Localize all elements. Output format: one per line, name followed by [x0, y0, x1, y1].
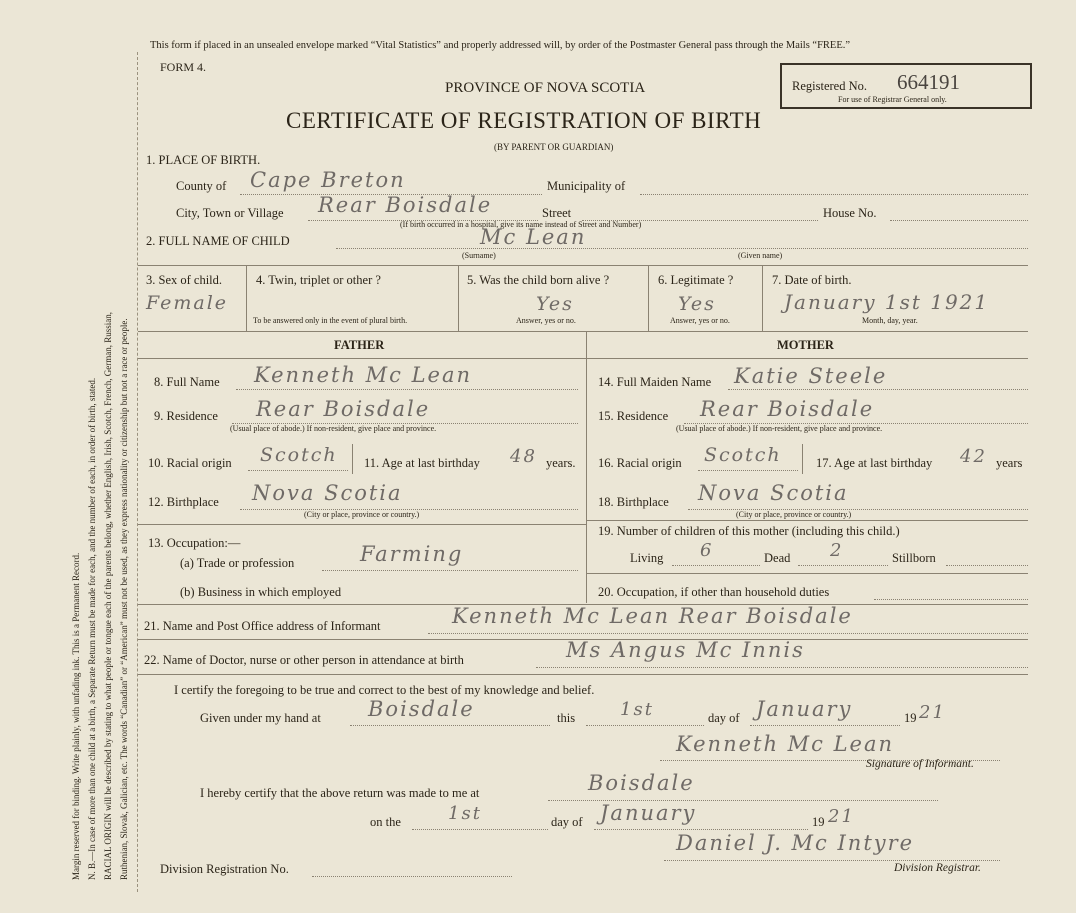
street-label: Street — [542, 206, 572, 220]
municipality-label: Municipality of — [547, 179, 626, 193]
mother-residence-value: Rear Boisdale — [700, 397, 875, 421]
mother-stillborn-line — [946, 565, 1028, 566]
father-name-label: 8. Full Name — [154, 375, 220, 389]
house-label: House No. — [823, 206, 877, 220]
rule-col-3 — [648, 265, 649, 331]
surname-note: (Surname) — [462, 251, 496, 260]
mother-age-years: years — [996, 456, 1023, 470]
sex-value: Female — [146, 292, 229, 314]
this-label: this — [557, 711, 576, 725]
father-racial-line — [248, 470, 348, 471]
father-residence-value: Rear Boisdale — [256, 397, 431, 421]
registrar-label: Division Registrar. — [894, 862, 981, 874]
informant-signature: Kenneth Mc Lean — [676, 732, 895, 756]
doctor-label: 22. Name of Doctor, nurse or other person in attendance at birth — [144, 653, 464, 667]
certification-month-line — [750, 725, 900, 726]
sex-label: 3. Sex of child. — [146, 273, 223, 287]
mother-birthplace-label: 18. Birthplace — [598, 495, 669, 509]
father-birthplace-note: (City or place, province or country.) — [304, 510, 420, 519]
doctor-value: Ms Angus Mc Innis — [566, 638, 805, 662]
father-occupation-label: 13. Occupation:— — [148, 536, 241, 550]
return-day-value: 1st — [448, 803, 482, 824]
father-business-label: (b) Business in which employed — [180, 585, 342, 599]
mother-dead-line — [798, 565, 888, 566]
city-value: Rear Boisdale — [318, 193, 493, 217]
margin-rule — [137, 52, 138, 892]
side-note-1: Margin reserved for binding. Write plainly, with unfading ink. This is a Permanent Record. — [71, 552, 81, 880]
mother-name-value: Katie Steele — [734, 364, 888, 388]
certification-day-line — [586, 725, 704, 726]
father-racial-label: 10. Racial origin — [148, 456, 232, 470]
certification-day-of-label: day of — [708, 711, 740, 725]
father-trade-value: Farming — [360, 542, 464, 566]
child-name-label: 2. FULL NAME OF CHILD — [146, 234, 290, 248]
certificate-title: CERTIFICATE OF REGISTRATION OF BIRTH — [286, 108, 762, 133]
given-place-line — [350, 725, 550, 726]
registrar-signature: Daniel J. Mc Intyre — [676, 831, 915, 855]
child-name-line — [336, 248, 1028, 249]
rule-father-occupation — [138, 524, 586, 525]
father-name-line — [236, 389, 578, 390]
mother-racial-label: 16. Racial origin — [598, 456, 682, 470]
mother-age-label: 17. Age at last birthday — [816, 456, 933, 470]
return-month-value: January — [600, 801, 697, 825]
legitimate-label: 6. Legitimate ? — [658, 273, 734, 287]
father-residence-label: 9. Residence — [154, 409, 218, 423]
certification-month-value: January — [756, 697, 853, 721]
registration-note: For use of Registrar General only. — [838, 95, 947, 104]
mother-living-value: 6 — [700, 540, 714, 561]
father-birthplace-value: Nova Scotia — [252, 481, 403, 505]
mother-residence-note: (Usual place of abode.) If non-resident, give place and province. — [676, 424, 883, 433]
mother-occupation-label: 20. Occupation, if other than household duties — [598, 585, 830, 599]
certification-day-value: 1st — [620, 699, 654, 720]
return-year-value: 21 — [828, 806, 855, 827]
rule-father-age — [352, 444, 353, 474]
county-label: County of — [176, 179, 227, 193]
rule-mother-children — [586, 520, 1028, 521]
mail-notice: This form if placed in an unsealed envelope marked “Vital Statistics” and properly addressed will, by order of the Postmaster General pass through the Mails “FREE.” — [150, 40, 851, 51]
return-month-line — [594, 829, 808, 830]
mother-living-label: Living — [630, 551, 664, 565]
rule-col-2 — [458, 265, 459, 331]
side-note-2: N. B.—In case of more than one child at a birth, a Separate Return must be made for each, and the number of each, in order of birth, stated. — [87, 377, 97, 880]
registrar-signature-line — [664, 860, 1000, 861]
rule-col-4 — [762, 265, 763, 331]
dob-note: Month, day, year. — [862, 316, 918, 325]
side-note-4: Ruthenian, Slovak, Galician, etc. The words “Canadian” or “American” must not be used, as they express nationality or citizenship but not a race or people. — [119, 318, 129, 880]
alive-label: 5. Was the child born alive ? — [467, 273, 610, 287]
certification-statement: I certify the foregoing to be true and correct to the best of my knowledge and belief. — [174, 683, 595, 697]
return-on-the-label: on the — [370, 815, 401, 829]
division-registration-line — [312, 876, 512, 877]
father-age-label: 11. Age at last birthday — [364, 456, 480, 470]
place-of-birth-label: 1. PLACE OF BIRTH. — [146, 153, 261, 167]
mother-stillborn-label: Stillborn — [892, 551, 936, 565]
rule-col-1 — [246, 265, 247, 331]
form-number: FORM 4. — [160, 60, 207, 74]
alive-value: Yes — [536, 293, 574, 315]
twin-label: 4. Twin, triplet or other ? — [256, 273, 381, 287]
side-note-3: RACIAL ORIGIN will be described by stating to what people or tongue each of the parents belong, whether English, Irish, Scotch, French, German, Russian, — [103, 311, 113, 880]
legitimate-note: Answer, yes or no. — [670, 316, 730, 325]
mother-residence-label: 15. Residence — [598, 409, 669, 423]
given-label: Given under my hand at — [200, 711, 321, 725]
rule-certification-top — [138, 674, 1028, 675]
return-year-prefix: 19 — [812, 815, 825, 829]
mother-birthplace-value: Nova Scotia — [698, 481, 849, 505]
mother-birthplace-note: (City or place, province or country.) — [736, 510, 852, 519]
certification-year-prefix: 19 — [904, 711, 917, 725]
informant-value: Kenneth Mc Lean Rear Boisdale — [452, 604, 853, 628]
rule-mother-occupation — [586, 573, 1028, 574]
mother-racial-value: Scotch — [704, 444, 782, 466]
registration-label: Registered No. — [792, 79, 867, 93]
informant-line — [428, 633, 1028, 634]
certificate-subtitle: (BY PARENT OR GUARDIAN) — [494, 142, 614, 152]
mother-living-line — [672, 565, 760, 566]
mother-name-label: 14. Full Maiden Name — [598, 375, 712, 389]
division-registration-label: Division Registration No. — [160, 862, 289, 876]
mother-dead-label: Dead — [764, 551, 791, 565]
rule-parent-heading — [138, 358, 1028, 359]
county-value: Cape Breton — [250, 168, 406, 192]
mother-racial-line — [698, 470, 798, 471]
given-name-note: (Given name) — [738, 251, 783, 260]
father-racial-value: Scotch — [260, 444, 338, 466]
father-birthplace-label: 12. Birthplace — [148, 495, 219, 509]
hospital-note: (If birth occurred in a hospital, give its name instead of Street and Number) — [400, 220, 642, 229]
dob-label: 7. Date of birth. — [772, 273, 852, 287]
father-residence-note: (Usual place of abode.) If non-resident, give place and province. — [230, 424, 437, 433]
legitimate-value: Yes — [678, 293, 716, 315]
father-trade-label: (a) Trade or profession — [180, 556, 295, 570]
father-name-value: Kenneth Mc Lean — [254, 363, 473, 387]
city-label: City, Town or Village — [176, 206, 284, 220]
registration-box — [780, 63, 1032, 109]
rule-child-top — [138, 265, 1028, 266]
return-statement: I hereby certify that the above return was made to me at — [200, 786, 480, 800]
house-line — [890, 220, 1028, 221]
twin-note: To be answered only in the event of plural birth. — [253, 316, 408, 325]
alive-note: Answer, yes or no. — [516, 316, 576, 325]
mother-name-line — [728, 389, 1028, 390]
mother-occupation-line — [874, 599, 1028, 600]
informant-label: 21. Name and Post Office address of Informant — [144, 619, 381, 633]
rule-child-bottom — [138, 331, 1028, 332]
informant-signature-label: Signature of Informant. — [866, 758, 974, 770]
certification-year-value: 21 — [919, 702, 946, 723]
mother-children-label: 19. Number of children of this mother (including this child.) — [598, 524, 900, 538]
child-name-value: Mc Lean — [480, 225, 587, 249]
father-age-years: years. — [546, 456, 576, 470]
dob-value: January 1st 1921 — [784, 290, 990, 314]
return-place-value: Boisdale — [588, 771, 695, 795]
municipality-line — [640, 194, 1028, 195]
mother-heading: MOTHER — [777, 338, 834, 352]
side-margin-notes — [68, 312, 132, 880]
registration-number: 664191 — [897, 70, 960, 94]
father-heading: FATHER — [334, 338, 385, 352]
province-heading: PROVINCE OF NOVA SCOTIA — [445, 80, 646, 96]
mother-age-value: 42 — [960, 446, 987, 467]
father-age-value: 48 — [510, 446, 537, 467]
father-trade-line — [322, 570, 578, 571]
mother-dead-value: 2 — [830, 540, 844, 561]
rule-parent-divider — [586, 331, 587, 603]
given-place-value: Boisdale — [368, 697, 475, 721]
return-day-line — [412, 829, 548, 830]
doctor-line — [536, 667, 1028, 668]
rule-mother-age — [802, 444, 803, 474]
return-day-of-label: day of — [551, 815, 583, 829]
